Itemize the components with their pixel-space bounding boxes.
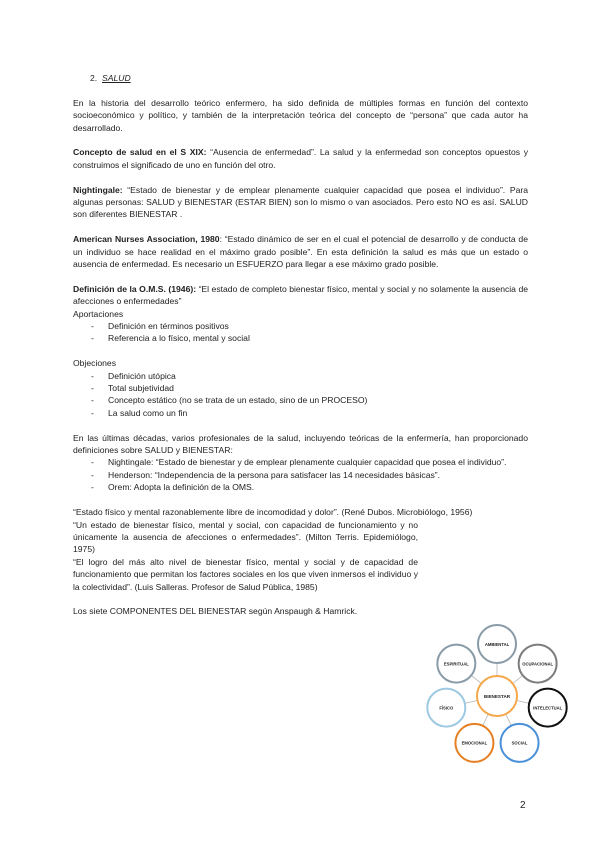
aportaciones-list: [73, 320, 528, 345]
component-label: FÍSICO: [439, 705, 454, 711]
nightingale-label: Nightingale:: [73, 184, 123, 195]
component-label: OCUPACIONAL: [522, 661, 554, 667]
list-item: - Total subjetividad: [73, 382, 528, 394]
concepto-text: “Ausencia de enfermedad”. La salud y la enfermedad son conceptos opuestos y construimos el significado de uno en función del otro.: [73, 147, 528, 170]
section-heading: [90, 72, 528, 84]
ultimas-paragraph: En las últimas décadas, varios profesionales de la salud, incluyendo teóricas de la enfermería, han proporcionado definiciones sobre SALUD y BIENESTAR:: [73, 432, 528, 456]
concepto-paragraph: [73, 146, 528, 171]
component-label: SOCIAL: [511, 740, 528, 746]
component-label: AMBIENTAL: [484, 641, 510, 647]
list-item: - Referencia a lo físico, mental y social: [73, 332, 528, 344]
intro-paragraph: En la historia del desarrollo teórico enfermero, ha sido definida de múltiples formas en función del contexto socioeconómico y político, y también de la interpretación teórica del concepto de “persona” que cada autor ha desarrollado.: [73, 97, 528, 133]
oms-text: “El estado de completo bienestar físico, mental y social y no solamente la ausencia de afecciones o enfermedades”: [73, 283, 528, 307]
list-item: - Orem: Adopta la definición de la OMS.: [73, 481, 528, 493]
center-label: BIENESTAR: [483, 693, 511, 699]
objeciones-title: Objeciones: [73, 358, 116, 369]
wellness-wheel: [410, 624, 580, 770]
ana-label: American Nurses Association, 1980: [73, 234, 220, 245]
list-item: - Definición utópica: [73, 370, 528, 382]
section-title: SALUD: [102, 73, 131, 83]
component-label: ESPIRITUAL: [443, 661, 469, 667]
terris-quote: “Un estado de bienestar físico, mental y social, con capacidad de funcionamiento y no únicamente la ausencia de afecciones o enfermedades”. (Milton Terris. Epidemiólogo, 1975): [73, 519, 418, 555]
nightingale-paragraph: [73, 184, 528, 221]
list-item: - La salud como un fin: [73, 407, 528, 419]
componentes-caption: Los siete COMPONENTES DEL BIENESTAR según Anspaugh & Hamrick.: [73, 606, 358, 617]
oms-paragraph: [73, 283, 528, 308]
definiciones-list: [73, 456, 528, 493]
page-number: 2: [520, 800, 526, 811]
concepto-label: Concepto de salud en el S XIX:: [73, 147, 207, 158]
nightingale-text: “Estado de bienestar y de emplear plenamente cualquier capacidad que posea el individuo”. Para algunas personas: SALUD y BIENESTAR (ESTAR BIEN) son lo mismo o van asociados. Pero esto NO es así. SALUD son diferentes BIENESTAR .: [73, 184, 528, 220]
page-content: [73, 72, 528, 618]
dubos-quote: “Estado físico y mental razonablemente libre de incomodidad y dolor”. (René Dubos. Microbiólogo, 1956): [73, 507, 473, 518]
list-item: - Definición en términos positivos: [73, 320, 528, 332]
component-label: INTELECTUAL: [533, 705, 563, 711]
component-label: EMOCIONAL: [461, 740, 488, 746]
salleras-quote: “El logro del más alto nivel de bienestar físico, mental y social y de capacidad de funcionamiento que permitan los factores sociales en los que viven inmersos el individuo y la colectividad”. (Luis Salleras. Profesor de Salud Pública, 1985): [73, 556, 418, 592]
oms-label: Definición de la O.M.S. (1946):: [73, 283, 197, 294]
list-item: - Concepto estático (no se trata de un estado, sino de un PROCESO): [73, 394, 528, 406]
aportaciones-title: Aportaciones: [73, 308, 124, 319]
ana-text: : “Estado dinámico de ser en el cual el potencial de desarrollo y de conducta de un individuo se hace realidad en el máximo grado posible”. En esta definición la salud es más que un estado o ausencia de enfermedad. Es necesario un ESFUERZO para llegar a ese máximo grado posible.: [73, 234, 528, 270]
list-item: - Henderson: “Independencia de la persona para satisfacer las 14 necesidades básicas”.: [73, 469, 528, 481]
ana-paragraph: [73, 233, 528, 270]
objeciones-list: [73, 370, 528, 420]
list-item: - Nightingale: “Estado de bienestar y de emplear plenamente cualquier capacidad que posea el individuo”.: [73, 456, 528, 468]
section-number: 2.: [90, 73, 98, 83]
wellness-components-diagram: [410, 624, 580, 770]
